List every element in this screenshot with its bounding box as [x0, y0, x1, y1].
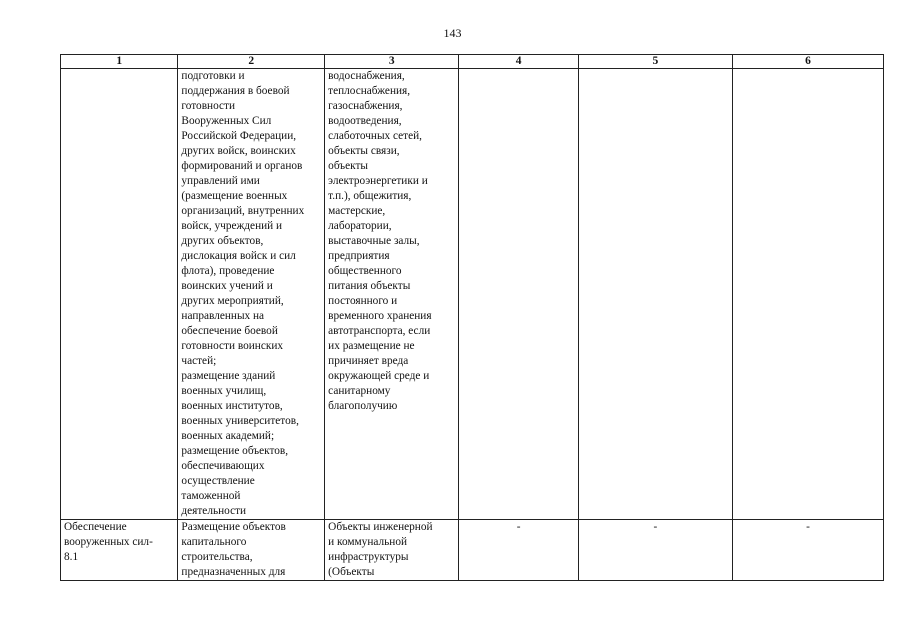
land-use-table: [60, 54, 884, 581]
cell-col5: [578, 69, 732, 520]
table-header-row: [61, 55, 884, 69]
cell-name: [61, 69, 178, 520]
column-header-1: 1: [61, 55, 178, 69]
column-header-3: 3: [325, 55, 459, 69]
cell-description: подготовки и поддержания в боевой готовности Вооруженных Сил Российской Федерации, других войск, воинских формирований и органов управлений ими (размещение военных организаций, внутренних войск, учреждений и других объектов, дислокация войск и сил флота), проведение воинских учений и других мероприятий, направленных на обеспечение боевой готовности воинских частей; размещение зданий военных училищ, военных институтов, военных университетов, военных академий; размещение объектов, обеспечивающих осуществление таможенной деятельности: [178, 69, 325, 520]
cell-col4: -: [459, 520, 579, 581]
column-header-6: 6: [732, 55, 883, 69]
cell-col6: [732, 69, 883, 520]
column-header-4: 4: [459, 55, 579, 69]
page-number: 143: [443, 26, 462, 40]
cell-col5: -: [578, 520, 732, 581]
cell-col4: [459, 69, 579, 520]
column-header-5: 5: [578, 55, 732, 69]
cell-objects: водоснабжения, теплоснабжения, газоснабжения, водоотведения, слаботочных сетей, объекты связи, объекты электроэнергетики и т.п.), общежития, мастерские, лаборатории, выставочные залы, предприятия общественного питания объекты постоянного и временного хранения автотранспорта, если их размещение не причиняет вреда окружающей среде и санитарному благополучию: [325, 69, 459, 520]
cell-description: Размещение объектов капитального строительства, предназначенных для: [178, 520, 325, 581]
cell-name: Обеспечение вооруженных сил- 8.1: [61, 520, 178, 581]
column-header-2: 2: [178, 55, 325, 69]
cell-objects: Объекты инженерной и коммунальной инфраструктуры (Объекты: [325, 520, 459, 581]
table-row: [61, 520, 884, 581]
table-row: [61, 69, 884, 520]
cell-col6: -: [732, 520, 883, 581]
